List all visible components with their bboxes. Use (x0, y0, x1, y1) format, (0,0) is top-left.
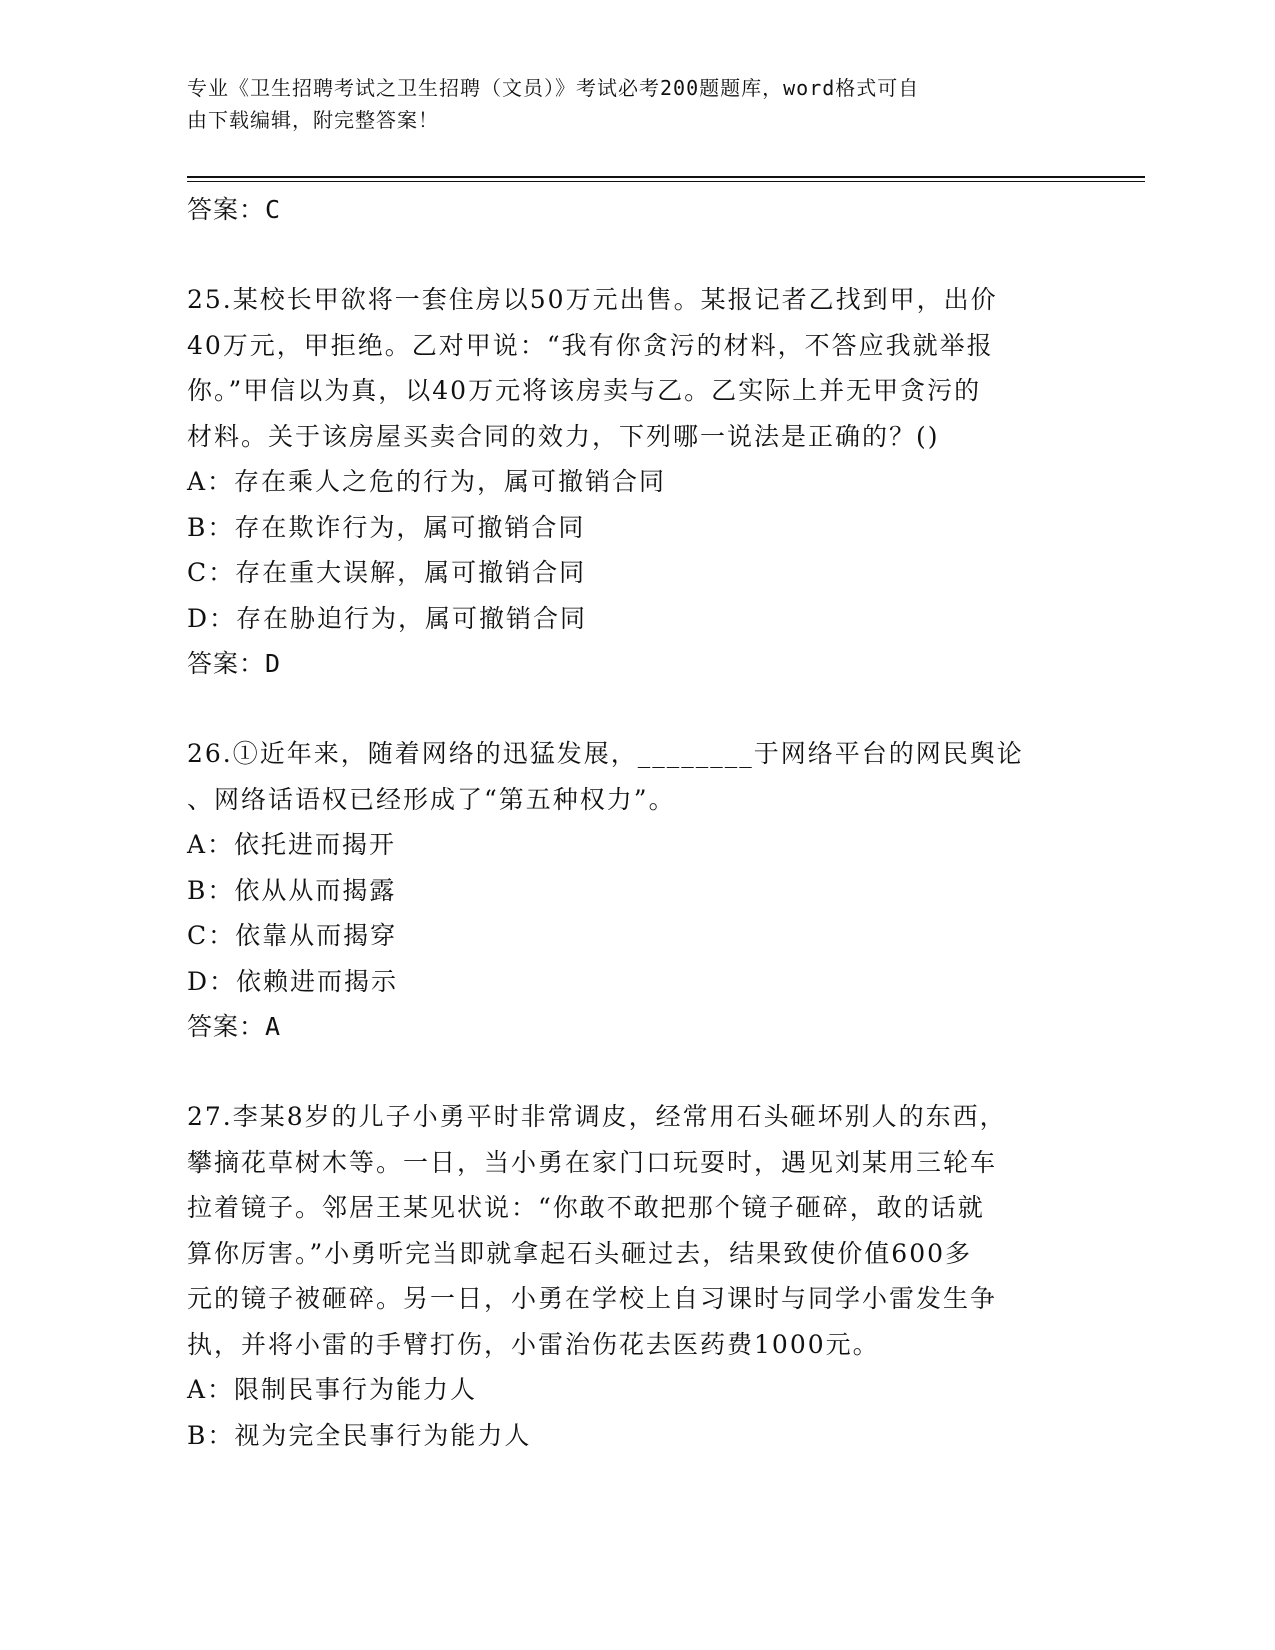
question-line: 攀摘花草树木等。一日，当小勇在家门口玩耍时，遇见刘某用三轮车 (187, 1147, 998, 1177)
answer-line: 答案：C (187, 195, 282, 224)
question-line: 元的镜子被砸碎。另一日，小勇在学校上自习课时与同学小雷发生争 (187, 1284, 998, 1313)
answer-line: 答案：A (187, 1012, 282, 1041)
document-header (187, 72, 1087, 136)
question-line: 26.①近年来，随着网络的迅猛发展，________于网络平台的网民舆论 (187, 739, 1024, 768)
option-c: C：依靠从而揭穿 (187, 921, 398, 950)
option-a: A：依托进而揭开 (187, 830, 397, 859)
question-line: 40万元，甲拒绝。乙对甲说：“我有你贪污的材料，不答应我就举报 (187, 330, 994, 360)
header-line-1: 专业《卫生招聘考试之卫生招聘（文员）》考试必考200题题库，word格式可自 (187, 76, 920, 100)
question-line: 执，并将小雷的手臂打伤，小雷治伤花去医药费1000元。 (187, 1329, 880, 1359)
question-line: 、网络话语权已经形成了“第五种权力”。 (187, 784, 676, 814)
question-text (187, 277, 1087, 459)
question-line: 你。”甲信以为真，以40万元将该房卖与乙。乙实际上并无甲贪污的 (187, 376, 982, 405)
question-line: 算你厉害。”小勇听完当即就拿起石头砸过去，结果致使价值600多 (187, 1238, 973, 1268)
question-line: 材料。关于该房屋买卖合同的效力，下列哪一说法是正确的？() (187, 421, 940, 451)
question-line: 25.某校长甲欲将一套住房以50万元出售。某报记者乙找到甲，出价 (187, 285, 998, 314)
question-26 (187, 731, 1087, 1049)
header-rule-thick (187, 176, 1145, 178)
spacer (187, 1049, 1087, 1094)
option-d: D：存在胁迫行为，属可撤销合同 (187, 603, 588, 633)
spacer (187, 686, 1087, 731)
option-a: A：存在乘人之危的行为，属可撤销合同 (187, 467, 667, 496)
question-line: 拉着镜子。邻居王某见状说：“你敢不敢把那个镜子砸碎，敢的话就 (187, 1193, 985, 1222)
option-a: A：限制民事行为能力人 (187, 1375, 478, 1404)
spacer (187, 232, 1087, 277)
question-line: 27.李某8岁的儿子小勇平时非常调皮，经常用石头砸坏别人的东西， (187, 1102, 1007, 1131)
question-25 (187, 277, 1087, 686)
header-rule-thin (187, 181, 1145, 182)
document-body (187, 187, 1087, 1458)
option-b: B：依从从而揭露 (187, 875, 397, 905)
option-c: C：存在重大误解，属可撤销合同 (187, 558, 587, 587)
option-b: B：视为完全民事行为能力人 (187, 1420, 532, 1450)
question-27 (187, 1094, 1087, 1458)
option-b: B：存在欺诈行为，属可撤销合同 (187, 512, 586, 542)
option-d: D：依赖进而揭示 (187, 966, 399, 996)
header-line-2: 由下载编辑，附完整答案！ (187, 108, 439, 132)
answer-line: 答案：D (187, 649, 282, 678)
question-text (187, 731, 1087, 822)
question-text (187, 1094, 1087, 1367)
